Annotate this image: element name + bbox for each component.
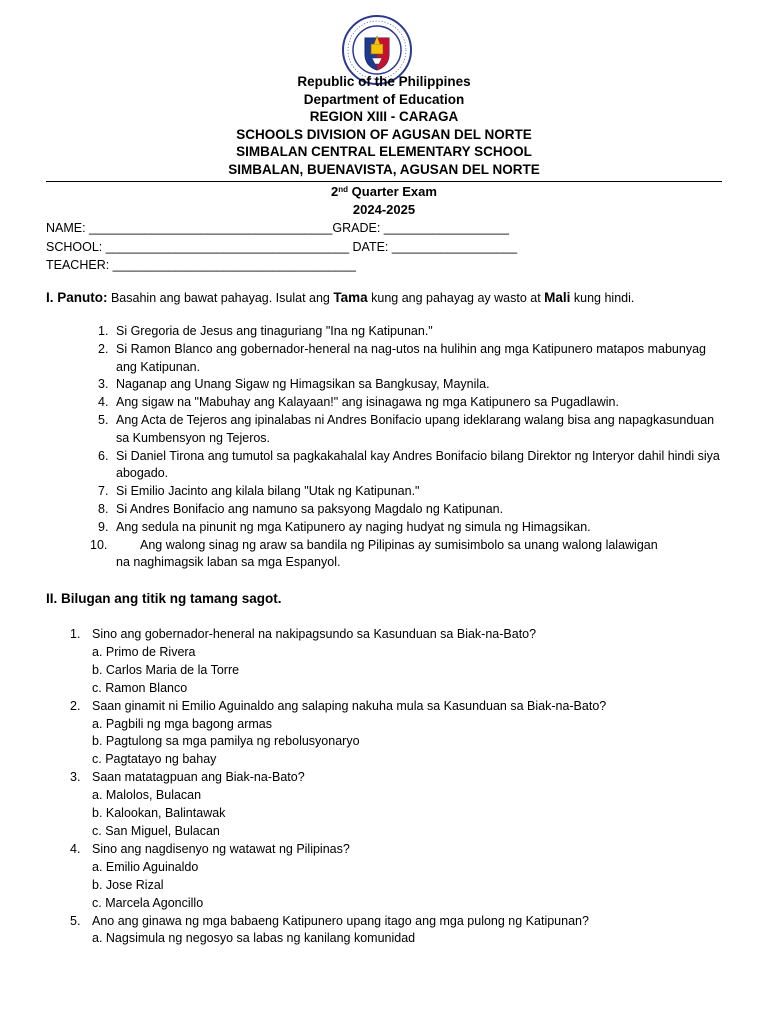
question-item: 5. Ano ang ginawa ng mga babaeng Katipunero upang itago ang mga pulong ng Katipunan? a. Nagsimula ng negosyo sa labas ng kanilang komunidad [70,913,730,949]
school-date-field: SCHOOL: ___________________________________ DATE: __________________ [46,239,518,254]
list-item: 3. Naganap ang Unang Sigaw ng Himagsikan sa Bangkusay, Maynila. [98,377,490,392]
true-false-list [90,323,730,572]
document-header [0,73,768,179]
list-item: 1. Si Gregoria de Jesus ang tinaguriang "Ina ng Katipunan." [98,324,433,338]
list-item: 7. Si Emilio Jacinto ang kilala bilang "Utak ng Katipunan." [98,484,420,499]
question-text: Saan matatagpuan ang Biak-na-Bato? [92,770,305,785]
student-info-fields [46,219,517,275]
teacher-field: TEACHER: ___________________________________ [46,258,356,272]
tama-keyword: Tama [333,290,368,305]
exam-quarter: 2nd Quarter Exam [331,184,437,199]
choice-option: a. Nagsimula ng negosyo sa labas ng kanilang komunidad [92,931,416,946]
header-divider [46,181,722,182]
choice-option: c. San Miguel, Bulacan [92,823,220,838]
header-region: REGION XIII - CARAGA [309,109,459,125]
question-item: 3. Saan matatagpuan ang Biak-na-Bato? a. Malolos, Bulacan b. Kalookan, Balintawak c. San Miguel, Bulacan [70,769,730,841]
name-grade-field: NAME: ___________________________________GRADE: __________________ [46,221,509,235]
mali-keyword: Mali [544,290,571,305]
choice-option: c. Pagtatayo ng bahay [92,752,217,767]
part2-heading: II. Bilugan ang titik ng tamang sagot. [46,591,282,606]
exam-year: 2024-2025 [352,202,416,217]
choice-option: b. Jose Rizal [92,877,164,892]
question-item: 2. Saan ginamit ni Emilio Aguinaldo ang salaping nakuha mula sa Kasunduan sa Biak-na-Bato? a. Pagbili ng mga bagong armas b. Pagtulong sa mga pamilya ng rebolusyonaryo c. Pagtatayo ng bahay [70,698,730,770]
header-republic: Republic of the Philippines [297,74,471,89]
choice-option: a. Malolos, Bulacan [92,788,202,803]
list-item: 8. Si Andres Bonifacio ang namuno sa paksyong Magdalo ng Katipunan. [98,501,504,516]
question-item: 4. Sino ang nagdisenyo ng watawat ng Pilipinas? a. Emilio Aguinaldo b. Jose Rizal c. Marcela Agoncillo [70,841,730,913]
choice-option: b. Pagtulong sa mga pamilya ng rebolusyonaryo [92,734,360,749]
list-item: 10. Ang walong sinag ng araw sa bandila ng Pilipinas ay sumisimbolo sa unang walong lalawigan na naghimagsik laban sa mga Espanyol. [90,537,658,570]
exam-title [0,183,768,219]
part1-label: I. Panuto: [46,290,108,305]
list-item: 5. Ang Acta de Tejeros ang ipinalabas ni Andres Bonifacio upang ideklarang walang bisa ang napagkasunduan sa Kumbensyon ng Tejeros. [98,412,715,445]
question-text: Sino ang nagdisenyo ng watawat ng Pilipinas? [92,841,350,856]
header-school: SIMBALAN CENTRAL ELEMENTARY SCHOOL [236,144,532,160]
header-address: SIMBALAN, BUENAVISTA, AGUSAN DEL NORTE [228,161,540,177]
list-item: 2. Si Ramon Blanco ang gobernador-heneral na nag-utos na hulihin ang mga Katipunero matapos mabunyag ang Katipunan. [98,341,706,374]
choice-option: a. Pagbili ng mga bagong armas [92,716,272,731]
choice-option: a. Primo de Rivera [92,644,196,659]
question-item: 1. Sino ang gobernador-heneral na nakipagsundo sa Kasunduan sa Biak-na-Bato? a. Primo de Rivera b. Carlos Maria de la Torre c. Ramon Blanco [70,626,730,698]
header-department: Department of Education [303,91,465,107]
choice-option: c. Marcela Agoncillo [92,895,204,910]
choice-option: b. Carlos Maria de la Torre [92,662,240,677]
question-text: Ano ang ginawa ng mga babaeng Katipunero upang itago ang mga pulong ng Katipunan? [92,913,589,928]
multiple-choice-list [70,626,730,948]
choice-option: b. Kalookan, Balintawak [92,806,226,821]
header-division: SCHOOLS DIVISION OF AGUSAN DEL NORTE [236,126,532,142]
choice-option: a. Emilio Aguinaldo [92,859,199,874]
choice-option: c. Ramon Blanco [92,680,188,695]
part1-instructions: I. Panuto: Basahin ang bawat pahayag. Isulat ang Tama kung ang pahayag ay wasto at Mali kung hindi. [46,290,635,305]
question-text: Sino ang gobernador-heneral na nakipagsundo sa Kasunduan sa Biak-na-Bato? [92,627,537,641]
list-item: 9. Ang sedula na pinunit ng mga Katipunero ay naging hudyat ng simula ng Himagsikan. [98,519,591,534]
list-item: 6. Si Daniel Tirona ang tumutol sa pagkakahalal kay Andres Bonifacio bilang Direktor ng Interyor dahil hindi siya abogado. [98,448,720,481]
question-text: Saan ginamit ni Emilio Aguinaldo ang salaping nakuha mula sa Kasunduan sa Biak-na-Bato? [92,698,607,713]
list-item: 4. Ang sigaw na "Mabuhay ang Kalayaan!" ang isinagawa ng mga Katipunero sa Pugadlawin. [98,395,619,410]
